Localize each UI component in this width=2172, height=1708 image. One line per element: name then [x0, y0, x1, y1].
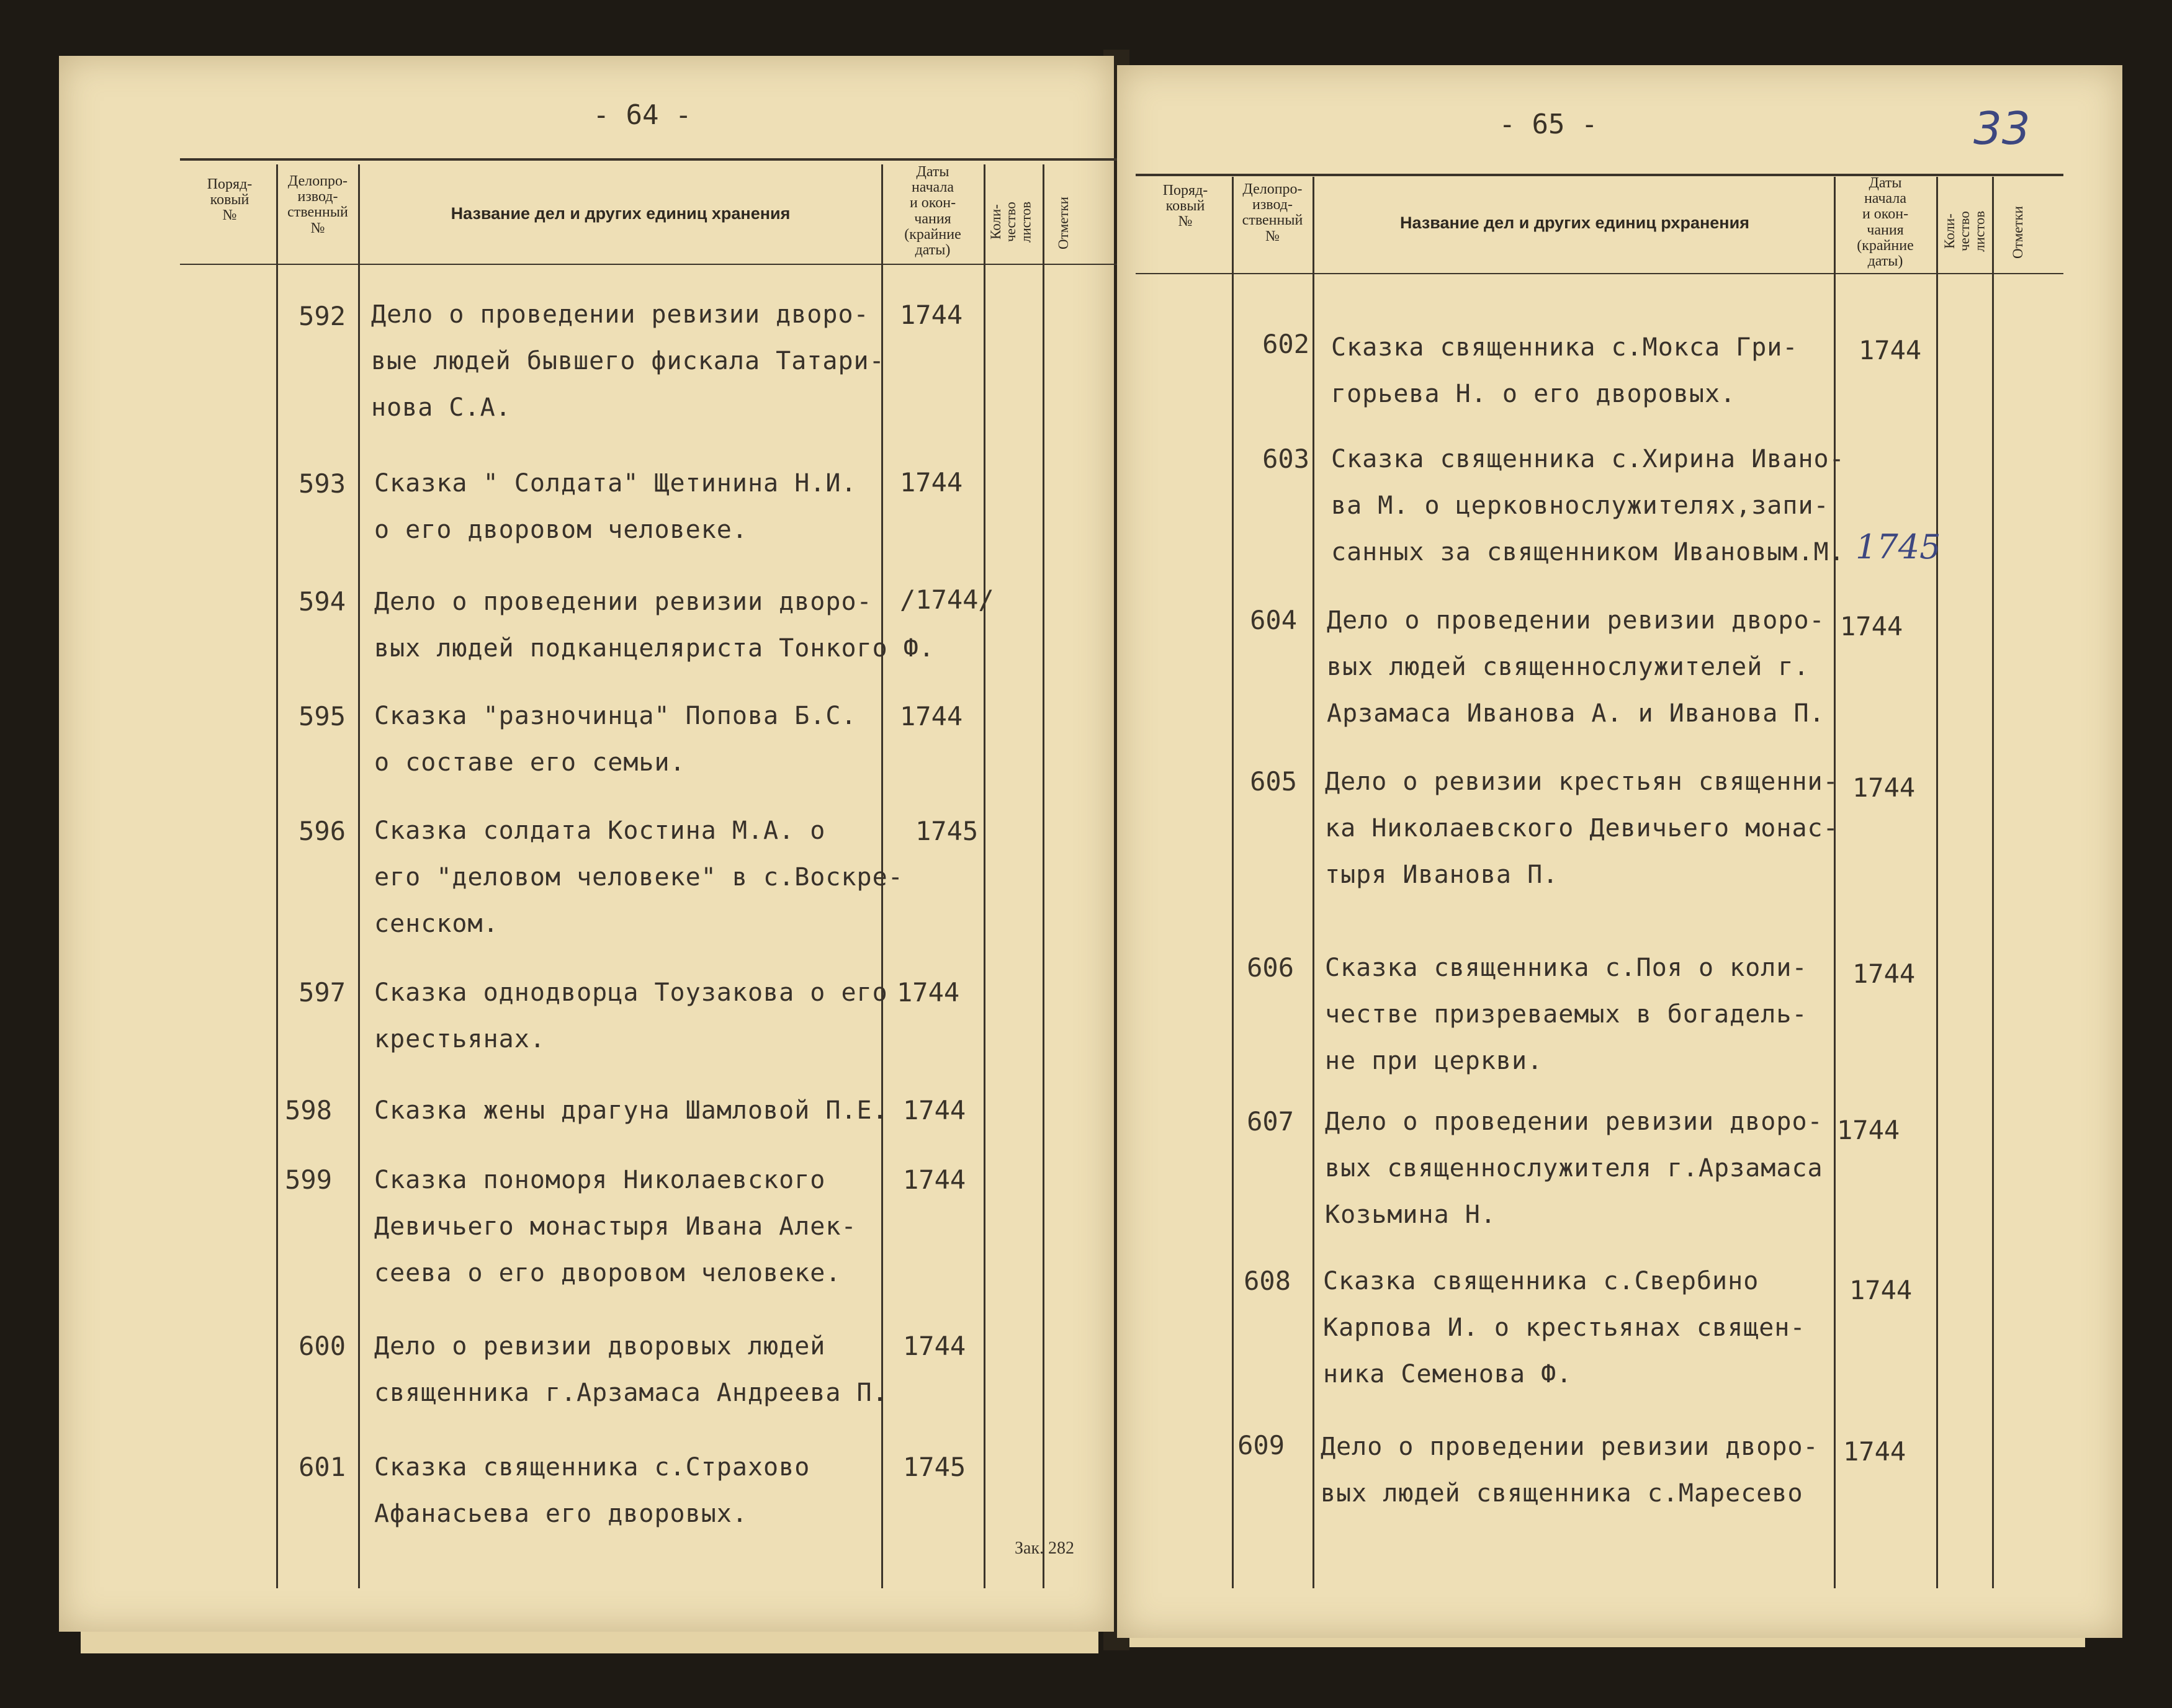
- row-595-number: 595: [298, 701, 346, 731]
- row-596-title: Сказка солдата Костина М.А. о его "деловом человеке" в с.Воскре- сенском.: [374, 816, 904, 938]
- row-592-date: 1744: [900, 300, 963, 330]
- row-597-title: Сказка однодворца Тоузакова о его крестьянах.: [374, 978, 888, 1053]
- row-603-number: 603: [1262, 444, 1309, 474]
- row-600-date: 1744: [903, 1331, 966, 1361]
- row-599-number: 599: [285, 1165, 332, 1195]
- header-sheet-count: Коли- чество листов: [1942, 210, 1988, 252]
- header-sheet-count: Коли- чество листов: [988, 201, 1034, 243]
- row-599-title: Сказка пономоря Николаевского Девичьего монастыря Ивана Алек- сеева о его дворовом человеке.: [374, 1166, 857, 1287]
- header-case-number: Делопро- извод- ственный №: [1242, 181, 1303, 244]
- row-602-title: Сказка священника с.Мокса Гри- горьева Н. о его дворовых.: [1331, 333, 1798, 408]
- row-598-date: 1744: [903, 1095, 966, 1125]
- row-592-number: 592: [298, 301, 346, 331]
- row-593-number: 593: [298, 468, 346, 499]
- row-598-title: Сказка жены драгуна Шамловой П.Е.: [374, 1096, 888, 1125]
- row-608-number: 608: [1244, 1266, 1291, 1296]
- row-607-title: Дело о проведении ревизии дворо- вых священнослужителя г.Арзамаса Козьмина Н.: [1325, 1107, 1823, 1229]
- col-divider-4: [1936, 177, 1938, 1588]
- col-divider-5: [1992, 177, 1994, 1588]
- row-601-date: 1745: [903, 1452, 966, 1482]
- header-dates: Даты начала и окон- чания (крайние даты): [904, 164, 961, 258]
- row-606-title: Сказка священника с.Поя о коли- честве призреваемых в богадель- не при церкви.: [1325, 954, 1808, 1075]
- row-609-date: 1744: [1843, 1436, 1906, 1467]
- row-596-date: 1745: [915, 816, 979, 846]
- row-603-date-handwritten: 1745: [1856, 527, 1941, 566]
- print-order-note: Зак. 282: [1015, 1539, 1075, 1558]
- col-divider-2: [1313, 177, 1314, 1588]
- header-bottom-rule: [1136, 273, 2063, 274]
- page-number: - 65 -: [1499, 109, 1598, 140]
- row-594-number: 594: [298, 586, 346, 617]
- header-ordinal: Поряд- ковый №: [1162, 182, 1208, 230]
- col-divider-1: [276, 164, 278, 1588]
- row-600-number: 600: [298, 1331, 346, 1361]
- header-top-rule: [180, 158, 1148, 161]
- header-ordinal: Поряд- ковый №: [207, 176, 253, 224]
- header-title: Название дел и других единиц рхранения: [1400, 213, 1749, 232]
- header-case-number: Делопро- извод- ственный №: [287, 173, 348, 236]
- row-597-number: 597: [298, 977, 346, 1008]
- header-notes: Отметки: [2010, 206, 2026, 259]
- row-607-date: 1744: [1837, 1115, 1900, 1145]
- archive-folio-number: 33: [1973, 102, 2031, 154]
- row-604-number: 604: [1250, 605, 1297, 635]
- col-divider-5: [1043, 164, 1044, 1588]
- row-604-title: Дело о проведении ревизии дворо- вых людей священнослужителей г. Арзамаса Иванова А. и Иванова П.: [1327, 606, 1825, 728]
- row-594-title: Дело о проведении ревизии дворо- вых людей подканцеляриста Тонкого Ф.: [374, 588, 935, 663]
- row-601-title: Сказка священника с.Страхово Афанасьева его дворовых.: [374, 1453, 810, 1528]
- row-609-number: 609: [1237, 1430, 1285, 1460]
- right-page: [1117, 65, 2122, 1638]
- row-606-number: 606: [1247, 952, 1294, 983]
- header-dates: Даты начала и окон- чания (крайние даты): [1857, 175, 1914, 269]
- row-600-title: Дело о ревизии дворовых людей священника г.Арзамаса Андреева П.: [374, 1332, 888, 1407]
- row-598-number: 598: [285, 1095, 332, 1125]
- header-title: Название дел и других единиц хранения: [451, 204, 791, 223]
- col-divider-1: [1232, 177, 1234, 1588]
- row-593-title: Сказка " Солдата" Щетинина Н.И. о его дворовом человеке.: [374, 469, 857, 544]
- row-605-number: 605: [1250, 766, 1297, 797]
- row-605-date: 1744: [1852, 772, 1916, 803]
- left-page: [59, 56, 1114, 1632]
- col-divider-2: [358, 164, 360, 1588]
- row-603-title: Сказка священника с.Хирина Ивано- ва М. о церковнослужителях,запи- санных за священником Ивановым.М.: [1331, 445, 1845, 566]
- row-597-date: 1744: [897, 977, 960, 1008]
- row-601-number: 601: [298, 1452, 346, 1482]
- col-divider-4: [984, 164, 985, 1588]
- row-604-date: 1744: [1840, 611, 1903, 642]
- row-609-title: Дело о проведении ревизии дворо- вых людей священника с.Маресево: [1321, 1433, 1819, 1508]
- row-602-date: 1744: [1859, 335, 1922, 365]
- row-608-title: Сказка священника с.Свербино Карпова И. о крестьянах священ- ника Семенова Ф.: [1323, 1267, 1806, 1388]
- row-595-date: 1744: [900, 701, 963, 731]
- row-592-title: Дело о проведении ревизии дворо- вые людей бывшего фискала Татари- нова С.А.: [371, 300, 885, 422]
- header-bottom-rule: [180, 264, 1148, 265]
- row-595-title: Сказка "разночинца" Попова Б.С. о составе его семьи.: [374, 702, 857, 777]
- row-596-number: 596: [298, 816, 346, 846]
- row-608-date: 1744: [1849, 1275, 1913, 1305]
- row-606-date: 1744: [1852, 959, 1916, 989]
- row-599-date: 1744: [903, 1165, 966, 1195]
- row-594-date: /1744/: [900, 584, 994, 615]
- row-607-number: 607: [1247, 1106, 1294, 1137]
- header-notes: Отметки: [1056, 197, 1071, 250]
- row-593-date: 1744: [900, 467, 963, 498]
- row-602-number: 602: [1262, 329, 1309, 359]
- row-605-title: Дело о ревизии крестьян священни- ка Николаевского Девичьего монас- тыря Иванова П.: [1325, 767, 1839, 889]
- page-number: - 64 -: [593, 99, 692, 131]
